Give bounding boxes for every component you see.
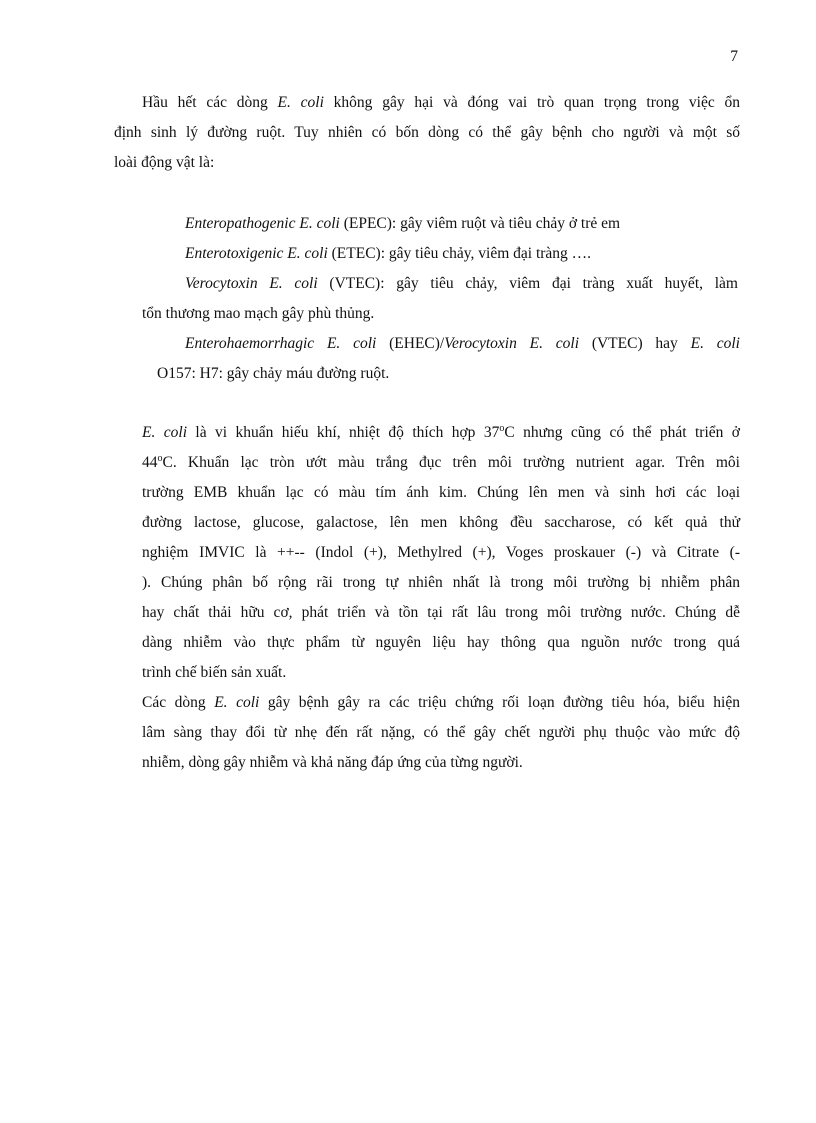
para2-line-7: hay chất thải hữu cơ, phát triển và tồn tại rất lâu trong môi trường nước. Chúng dễ xyxy=(142,604,740,621)
strain-item-2: Enterotoxigenic E. coli (ETEC): gây tiêu chảy, viêm đại tràng …. xyxy=(185,245,592,262)
intro-line-3: loài động vật là: xyxy=(114,154,215,171)
strain-item-3-cont: tổn thương mao mạch gây phù thủng. xyxy=(142,305,375,322)
species-name: E. coli xyxy=(214,694,260,711)
species-name: E. coli xyxy=(142,424,188,441)
strain-name: Enteropathogenic E. coli xyxy=(185,215,340,232)
intro-paragraph xyxy=(114,88,741,178)
para2-line-6: ). Chúng phân bố rộng rãi trong tự nhiên nhất là trong môi trường bị nhiễm phân xyxy=(142,574,740,591)
page-number: 7 xyxy=(730,48,738,65)
species-name: E. coli xyxy=(690,335,740,352)
strain-item-4: Enterohaemorrhagic E. coli (EHEC)/Verocytoxin E. coli (VTEC) hay E. coli xyxy=(185,335,740,352)
strain-item-1: Enteropathogenic E. coli (EPEC): gây viêm ruột và tiêu chảy ở trẻ em xyxy=(185,215,621,232)
para2-line-1: E. coli là vi khuẩn hiếu khí, nhiệt độ thích hợp 37$^o$C nhưng cũng có thể phát triển ở xyxy=(142,423,740,441)
para2-line-9: trình chế biến sản xuất. xyxy=(142,664,287,681)
strain-name: Enterotoxigenic E. coli xyxy=(185,245,328,262)
species-name: E. coli xyxy=(277,94,324,111)
para2-line-5: nghiệm IMVIC là ++-- (Indol (+), Methylred (+), Voges proskauer (-) và Citrate (- xyxy=(142,544,740,561)
para2-line-4: đường lactose, glucose, galactose, lên men không đều saccharose, có kết quả thử xyxy=(142,514,740,531)
para3-line-1: Các dòng E. coli gây bệnh gây ra các triệu chứng rối loạn đường tiêu hóa, biểu hiện xyxy=(142,694,740,711)
intro-line-2: định sinh lý đường ruột. Tuy nhiên có bốn dòng có thể gây bệnh cho người và một số xyxy=(114,124,740,141)
para3-line-2: lâm sàng thay đổi từ nhẹ đến rất nặng, có thể gây chết người phụ thuộc vào mức độ xyxy=(142,724,740,741)
strain-name: Enterohaemorrhagic E. coli xyxy=(185,335,377,352)
strain-item-4-cont: O157: H7: gây chảy máu đường ruột. xyxy=(157,365,390,382)
pathogenic-paragraph xyxy=(142,688,740,778)
intro-line-1: Hầu hết các dòng E. coli không gây hại và đóng vai trò quan trọng trong việc ổn xyxy=(142,94,741,111)
para3-line-3: nhiễm, dòng gây nhiễm và khả năng đáp ứng của từng người. xyxy=(142,754,523,771)
para2-line-8: dàng nhiễm vào thực phẩm từ nguyên liệu hay thông qua nguồn nước trong quá xyxy=(142,634,740,651)
strain-name: Verocytoxin E. coli xyxy=(185,275,318,292)
strain-item-3: Verocytoxin E. coli (VTEC): gây tiêu chảy, viêm đại tràng xuất huyết, làm xyxy=(185,275,738,292)
para2-line-2: 44$^o$C. Khuẩn lạc tròn ướt màu trắng đục trên môi trường nutrient agar. Trên môi xyxy=(142,453,740,471)
strain-name-2: Verocytoxin E. coli xyxy=(444,335,580,352)
para2-line-3: trường EMB khuẩn lạc có màu tím ánh kim. Chúng lên men và sinh hơi các loại xyxy=(142,484,740,501)
characteristics-paragraph xyxy=(142,418,740,688)
